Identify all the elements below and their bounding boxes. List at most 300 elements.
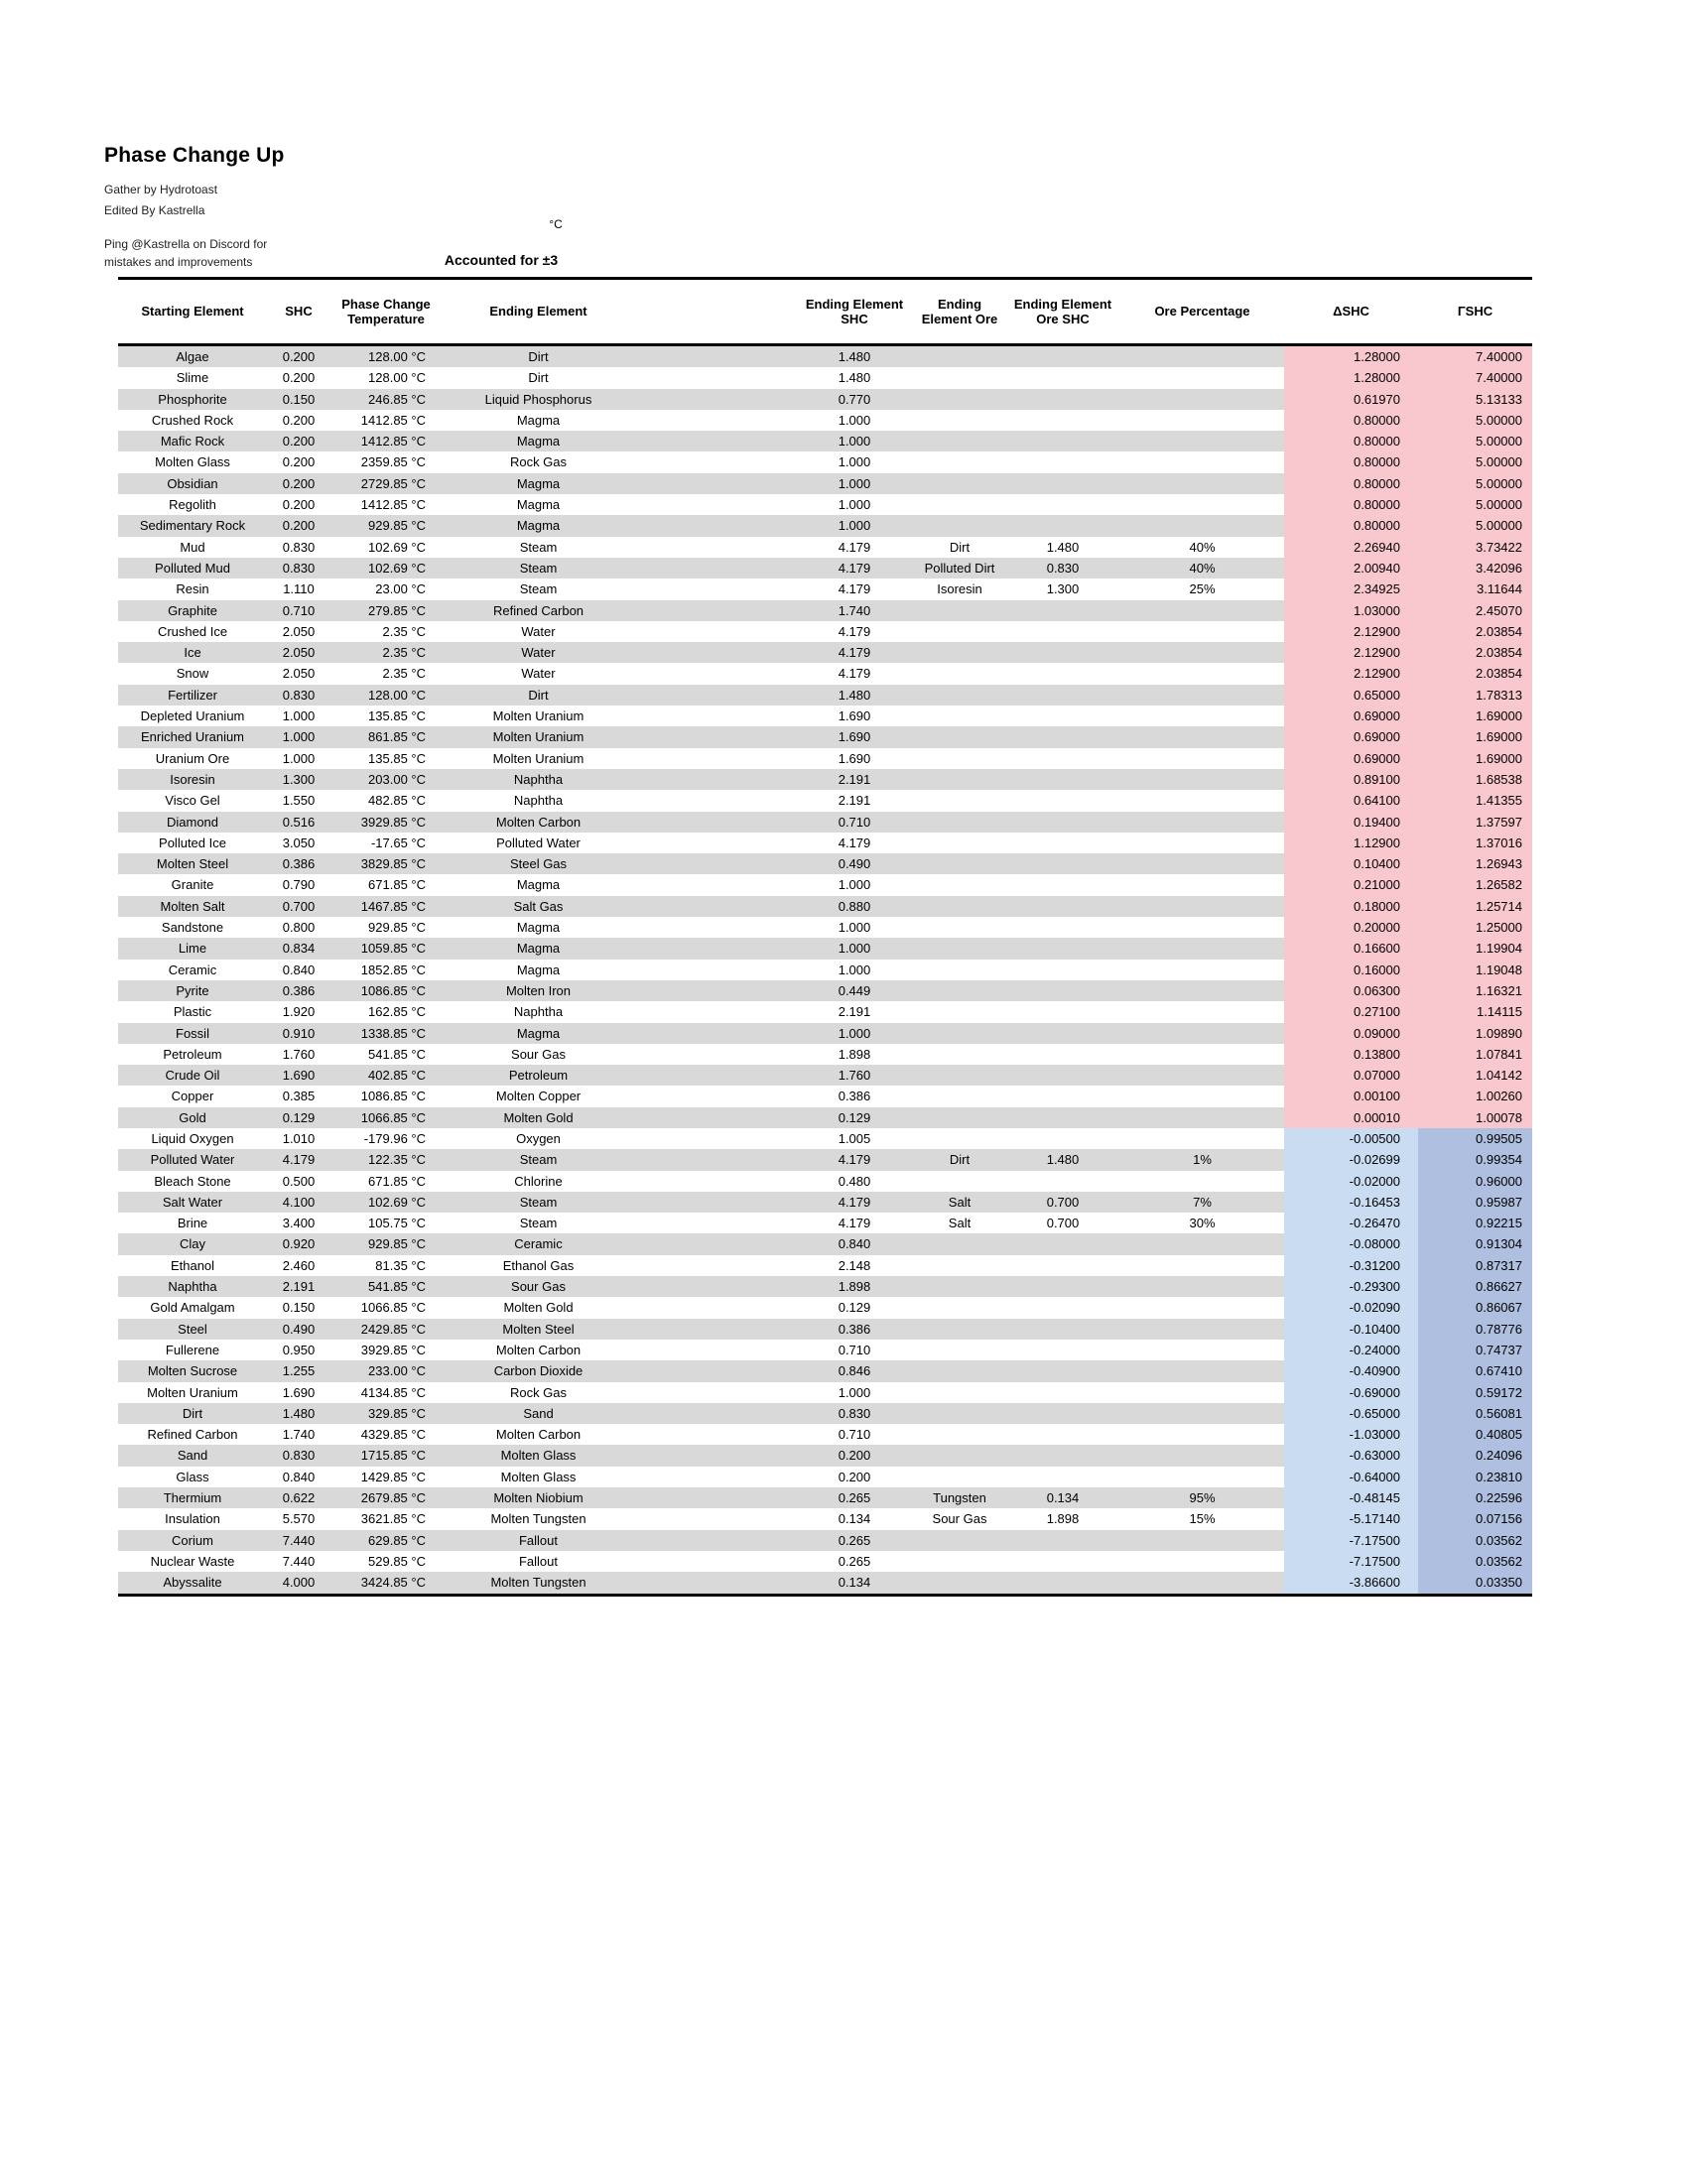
cell-phase-change-temperature: 162.85 °C	[368, 1004, 426, 1020]
table-row	[118, 1467, 1532, 1487]
cell-gamma-shc: 0.78776	[1418, 1319, 1532, 1340]
cell-ending-element-shc: 1.000	[838, 877, 871, 893]
cell-gamma-shc: 1.78313	[1418, 685, 1532, 706]
cell-starting-element: Naphtha	[168, 1279, 217, 1295]
cell-ore-percentage	[1120, 451, 1284, 472]
cell-ending-element: Molten Niobium	[493, 1490, 584, 1506]
cell-shc: 1.300	[282, 771, 316, 787]
cell-ending-element: Salt Gas	[513, 898, 564, 914]
cell-gamma-shc: 1.26582	[1418, 874, 1532, 895]
cell-phase-change-temperature: 1412.85 °C	[360, 497, 426, 513]
cell-ending-element-ore	[914, 685, 1005, 706]
cell-gamma-shc: 0.95987	[1418, 1192, 1532, 1213]
cell-starting-element: Phosphorite	[158, 391, 227, 407]
cell-shc: 0.840	[282, 962, 316, 977]
cell-ending-element-ore: Dirt	[949, 1152, 971, 1168]
cell-ending-element: Petroleum	[508, 1068, 569, 1084]
cell-delta-shc: -0.63000	[1284, 1445, 1418, 1466]
cell-ending-element: Molten Gold	[503, 1109, 574, 1125]
cell-phase-change-temperature: 1852.85 °C	[360, 962, 426, 977]
cell-starting-element: Regolith	[169, 497, 216, 513]
cell-ending-element-ore-shc	[1005, 917, 1120, 938]
cell-ending-element-ore-shc: 1.898	[1046, 1511, 1080, 1527]
cell-ending-element-ore-shc	[1005, 1297, 1120, 1318]
cell-starting-element: Fertilizer	[168, 687, 217, 703]
cell-shc: 0.910	[282, 1025, 316, 1041]
spacer-cell	[635, 853, 795, 874]
cell-ending-element-ore	[914, 1128, 1005, 1149]
cell-ore-percentage	[1120, 1551, 1284, 1572]
cell-ending-element-shc: 0.490	[838, 856, 871, 872]
cell-ore-percentage	[1120, 726, 1284, 747]
cell-starting-element: Brine	[177, 1216, 208, 1231]
cell-phase-change-temperature: -179.96 °C	[363, 1130, 426, 1146]
cell-ending-element: Liquid Phosphorus	[484, 391, 592, 407]
cell-starting-element: Gold Amalgam	[150, 1300, 235, 1316]
cell-ore-percentage	[1120, 833, 1284, 853]
cell-ending-element-ore	[914, 1530, 1005, 1551]
cell-delta-shc: 0.00100	[1284, 1086, 1418, 1106]
spacer-cell	[635, 515, 795, 536]
cell-ending-element-ore	[914, 515, 1005, 536]
cell-ending-element-shc: 1.690	[838, 708, 871, 724]
cell-ending-element-ore-shc	[1005, 1319, 1120, 1340]
cell-ending-element-shc: 0.449	[838, 982, 871, 998]
spacer-cell	[635, 537, 795, 558]
cell-ending-element-shc: 0.200	[838, 1469, 871, 1484]
cell-phase-change-temperature: 3424.85 °C	[360, 1575, 426, 1591]
cell-ore-percentage	[1120, 1128, 1284, 1149]
cell-ending-element-ore	[914, 1403, 1005, 1424]
cell-ending-element: Sour Gas	[511, 1279, 566, 1295]
cell-ending-element: Molten Carbon	[495, 1427, 582, 1443]
cell-ending-element-shc: 1.690	[838, 750, 871, 766]
cell-gamma-shc: 1.68538	[1418, 769, 1532, 790]
spacer-cell	[635, 1192, 795, 1213]
table-row	[118, 1149, 1532, 1170]
table-row	[118, 1340, 1532, 1360]
cell-phase-change-temperature: 1059.85 °C	[360, 941, 426, 957]
cell-shc: 1.550	[282, 793, 316, 809]
table-row	[118, 473, 1532, 494]
spacer-cell	[635, 1065, 795, 1086]
cell-ending-element-ore-shc	[1005, 706, 1120, 726]
table-row	[118, 1382, 1532, 1403]
cell-ending-element-ore	[914, 726, 1005, 747]
cell-gamma-shc: 1.37597	[1418, 812, 1532, 833]
cell-delta-shc: -0.31200	[1284, 1255, 1418, 1276]
cell-ending-element-ore	[914, 748, 1005, 769]
cell-shc: 0.200	[282, 497, 316, 513]
cell-ending-element: Dirt	[528, 687, 549, 703]
cell-ending-element-shc: 1.690	[838, 729, 871, 745]
spacer-cell	[635, 1149, 795, 1170]
table-row	[118, 1487, 1532, 1508]
cell-ending-element: Molten Carbon	[495, 814, 582, 830]
cell-delta-shc: -0.29300	[1284, 1276, 1418, 1297]
cell-phase-change-temperature: 1467.85 °C	[360, 898, 426, 914]
cell-ending-element-shc: 1.000	[838, 518, 871, 534]
cell-shc: 0.830	[282, 560, 316, 576]
cell-shc: 4.179	[282, 1152, 316, 1168]
spacer-cell	[635, 917, 795, 938]
cell-ending-element-ore-shc	[1005, 748, 1120, 769]
cell-phase-change-temperature: 81.35 °C	[375, 1257, 426, 1273]
cell-ending-element-shc: 0.265	[838, 1490, 871, 1506]
cell-ore-percentage: 40%	[1189, 560, 1216, 576]
cell-shc: 0.830	[282, 1448, 316, 1464]
cell-delta-shc: -1.03000	[1284, 1424, 1418, 1445]
cell-ending-element-shc: 2.148	[838, 1257, 871, 1273]
cell-starting-element: Visco Gel	[165, 793, 220, 809]
cell-gamma-shc: 1.00260	[1418, 1086, 1532, 1106]
cell-ore-percentage	[1120, 1001, 1284, 1022]
table-row	[118, 874, 1532, 895]
spacer-cell	[635, 621, 795, 642]
cell-phase-change-temperature: 541.85 °C	[368, 1279, 426, 1295]
table-row	[118, 1360, 1532, 1381]
cell-ending-element-ore: Sour Gas	[932, 1511, 987, 1527]
cell-phase-change-temperature: 929.85 °C	[368, 920, 426, 936]
cell-starting-element: Sedimentary Rock	[139, 518, 246, 534]
cell-ending-element-ore	[914, 1276, 1005, 1297]
cell-shc: 1.480	[282, 1405, 316, 1421]
spacer-cell	[635, 578, 795, 599]
cell-ending-element: Magma	[516, 941, 561, 957]
accounted-note: Accounted for ±3	[444, 252, 559, 268]
spacer-cell	[635, 706, 795, 726]
cell-starting-element: Resin	[176, 581, 209, 597]
cell-delta-shc: 2.00940	[1284, 558, 1418, 578]
cell-ending-element-ore-shc	[1005, 451, 1120, 472]
cell-starting-element: Liquid Oxygen	[151, 1130, 234, 1146]
cell-ending-element: Water	[521, 645, 556, 661]
cell-ending-element-ore-shc	[1005, 812, 1120, 833]
cell-ending-element-shc: 1.000	[838, 497, 871, 513]
spacer-cell	[635, 1382, 795, 1403]
cell-ending-element-shc: 1.000	[838, 1384, 871, 1400]
cell-ending-element-ore-shc	[1005, 1065, 1120, 1086]
cell-phase-change-temperature: 3929.85 °C	[360, 814, 426, 830]
cell-ore-percentage	[1120, 685, 1284, 706]
cell-ore-percentage	[1120, 1171, 1284, 1192]
cell-gamma-shc: 0.91304	[1418, 1233, 1532, 1254]
cell-ending-element-ore-shc	[1005, 1382, 1120, 1403]
cell-gamma-shc: 7.40000	[1418, 345, 1532, 368]
cell-ending-element-shc: 0.710	[838, 1342, 871, 1357]
spacer-cell	[635, 1508, 795, 1529]
cell-ending-element: Molten Copper	[495, 1089, 582, 1104]
cell-delta-shc: -0.00500	[1284, 1128, 1418, 1149]
cell-gamma-shc: 0.87317	[1418, 1255, 1532, 1276]
cell-ending-element: Water	[521, 623, 556, 639]
cell-gamma-shc: 7.40000	[1418, 367, 1532, 388]
cell-ending-element: Magma	[516, 497, 561, 513]
cell-shc: 1.010	[282, 1130, 316, 1146]
cell-phase-change-temperature: 1412.85 °C	[360, 412, 426, 428]
cell-ending-element: Chlorine	[514, 1173, 563, 1189]
spacer-cell	[635, 1171, 795, 1192]
cell-ending-element: Molten Uranium	[492, 750, 584, 766]
cell-starting-element: Thermium	[163, 1490, 222, 1506]
cell-delta-shc: 0.80000	[1284, 431, 1418, 451]
cell-ore-percentage	[1120, 1572, 1284, 1595]
table-row	[118, 431, 1532, 451]
cell-ore-percentage	[1120, 1065, 1284, 1086]
cell-ending-element-shc: 4.179	[838, 645, 871, 661]
cell-delta-shc: 0.61970	[1284, 389, 1418, 410]
cell-ending-element-ore-shc	[1005, 345, 1120, 368]
cell-starting-element: Refined Carbon	[147, 1427, 238, 1443]
cell-ending-element-ore	[914, 642, 1005, 663]
cell-ending-element-ore	[914, 1551, 1005, 1572]
cell-phase-change-temperature: 279.85 °C	[368, 602, 426, 618]
cell-starting-element: Bleach Stone	[154, 1173, 231, 1189]
spacer-cell	[635, 1467, 795, 1487]
cell-shc: 0.710	[282, 602, 316, 618]
cell-ending-element-shc: 4.179	[838, 1152, 871, 1168]
credit-gather: Gather by Hydrotoast	[104, 183, 218, 196]
cell-ending-element-shc: 4.179	[838, 560, 871, 576]
cell-starting-element: Molten Sucrose	[147, 1363, 238, 1379]
cell-gamma-shc: 0.40805	[1418, 1424, 1532, 1445]
table-row	[118, 1445, 1532, 1466]
table-row	[118, 1192, 1532, 1213]
cell-ending-element-shc: 4.179	[838, 623, 871, 639]
cell-ore-percentage	[1120, 1107, 1284, 1128]
cell-phase-change-temperature: 929.85 °C	[368, 1236, 426, 1252]
table-row	[118, 389, 1532, 410]
table-row	[118, 1276, 1532, 1297]
cell-ore-percentage	[1120, 790, 1284, 811]
cell-ending-element-ore	[914, 1297, 1005, 1318]
cell-gamma-shc: 3.42096	[1418, 558, 1532, 578]
cell-gamma-shc: 1.00078	[1418, 1107, 1532, 1128]
cell-shc: 2.050	[282, 623, 316, 639]
cell-gamma-shc: 0.22596	[1418, 1487, 1532, 1508]
cell-ending-element-ore-shc	[1005, 874, 1120, 895]
cell-shc: 0.700	[282, 898, 316, 914]
cell-ending-element: Steam	[519, 560, 558, 576]
cell-phase-change-temperature: 1066.85 °C	[360, 1109, 426, 1125]
table-row	[118, 1319, 1532, 1340]
cell-starting-element: Isoresin	[170, 771, 215, 787]
cell-ending-element-ore	[914, 917, 1005, 938]
cell-ending-element: Steam	[519, 539, 558, 555]
cell-ending-element: Molten Steel	[502, 1321, 575, 1337]
cell-ore-percentage	[1120, 621, 1284, 642]
cell-gamma-shc: 3.11644	[1418, 578, 1532, 599]
cell-ending-element-shc: 1.000	[838, 475, 871, 491]
cell-ending-element-shc: 1.000	[838, 920, 871, 936]
cell-shc: 1.000	[282, 750, 316, 766]
cell-shc: 7.440	[282, 1532, 316, 1548]
cell-starting-element: Molten Salt	[160, 898, 225, 914]
cell-gamma-shc: 2.03854	[1418, 621, 1532, 642]
spacer-cell	[635, 1233, 795, 1254]
cell-shc: 0.150	[282, 1300, 316, 1316]
table-row	[118, 748, 1532, 769]
cell-ore-percentage: 30%	[1189, 1216, 1216, 1231]
cell-phase-change-temperature: 233.00 °C	[368, 1363, 426, 1379]
column-header-starting-element: Starting Element	[118, 279, 267, 345]
cell-phase-change-temperature: 482.85 °C	[368, 793, 426, 809]
cell-ending-element-shc: 0.134	[838, 1575, 871, 1591]
cell-shc: 0.920	[282, 1236, 316, 1252]
cell-shc: 0.386	[282, 856, 316, 872]
cell-phase-change-temperature: 3621.85 °C	[360, 1511, 426, 1527]
cell-phase-change-temperature: 1715.85 °C	[360, 1448, 426, 1464]
cell-delta-shc: 0.09000	[1284, 1023, 1418, 1044]
cell-shc: 0.840	[282, 1469, 316, 1484]
cell-gamma-shc: 5.00000	[1418, 494, 1532, 515]
spacer-cell	[635, 1213, 795, 1233]
table-row	[118, 1233, 1532, 1254]
cell-shc: 0.950	[282, 1342, 316, 1357]
cell-ending-element-ore-shc	[1005, 980, 1120, 1001]
cell-starting-element: Polluted Ice	[159, 835, 226, 850]
cell-shc: 0.200	[282, 454, 316, 470]
cell-gamma-shc: 1.25714	[1418, 896, 1532, 917]
cell-ending-element-ore-shc	[1005, 1445, 1120, 1466]
cell-delta-shc: 0.13800	[1284, 1044, 1418, 1065]
spacer-cell	[635, 558, 795, 578]
table-row	[118, 938, 1532, 959]
cell-delta-shc: -0.26470	[1284, 1213, 1418, 1233]
spacer-cell	[635, 1044, 795, 1065]
spacer-cell	[635, 1086, 795, 1106]
spacer-cell	[635, 1360, 795, 1381]
cell-ending-element-shc: 4.179	[838, 1216, 871, 1231]
cell-ending-element: Magma	[516, 1025, 561, 1041]
cell-delta-shc: 0.07000	[1284, 1065, 1418, 1086]
spacer-cell	[635, 726, 795, 747]
table-row	[118, 960, 1532, 980]
discord-note-line1: Ping @Kastrella on Discord for	[104, 237, 268, 251]
cell-ending-element-ore-shc	[1005, 1001, 1120, 1022]
table-row	[118, 685, 1532, 706]
cell-ore-percentage	[1120, 473, 1284, 494]
cell-shc: 0.834	[282, 941, 316, 957]
cell-ending-element-ore-shc: 0.134	[1046, 1490, 1080, 1506]
spacer-cell	[635, 1107, 795, 1128]
cell-ending-element: Dirt	[528, 349, 549, 364]
cell-starting-element: Abyssalite	[163, 1575, 222, 1591]
cell-gamma-shc: 0.59172	[1418, 1382, 1532, 1403]
cell-ore-percentage	[1120, 389, 1284, 410]
table-row	[118, 345, 1532, 368]
cell-gamma-shc: 5.00000	[1418, 451, 1532, 472]
cell-phase-change-temperature: 329.85 °C	[368, 1405, 426, 1421]
cell-ending-element-shc: 0.129	[838, 1109, 871, 1125]
cell-ending-element-ore	[914, 389, 1005, 410]
spacer-cell	[635, 1403, 795, 1424]
spacer-cell	[635, 345, 795, 368]
table-row	[118, 1107, 1532, 1128]
table-row	[118, 896, 1532, 917]
cell-ending-element: Rock Gas	[509, 1384, 568, 1400]
cell-ending-element: Steam	[519, 1216, 558, 1231]
spacer-cell	[635, 410, 795, 431]
cell-ending-element-shc: 0.770	[838, 391, 871, 407]
cell-gamma-shc: 0.03562	[1418, 1551, 1532, 1572]
cell-ending-element-ore	[914, 600, 1005, 621]
cell-shc: 0.129	[282, 1109, 316, 1125]
credit-edited: Edited By Kastrella	[104, 203, 205, 217]
cell-ending-element-shc: 1.005	[838, 1130, 871, 1146]
spacer-cell	[635, 833, 795, 853]
table-row	[118, 494, 1532, 515]
cell-ending-element-ore: Tungsten	[933, 1490, 986, 1506]
table-row	[118, 790, 1532, 811]
cell-delta-shc: 0.64100	[1284, 790, 1418, 811]
cell-ending-element-ore	[914, 1319, 1005, 1340]
cell-ending-element-ore-shc	[1005, 621, 1120, 642]
cell-ending-element: Polluted Water	[496, 835, 581, 850]
cell-delta-shc: 0.06300	[1284, 980, 1418, 1001]
cell-gamma-shc: 1.69000	[1418, 748, 1532, 769]
cell-ending-element-ore	[914, 1340, 1005, 1360]
cell-phase-change-temperature: 2729.85 °C	[360, 475, 426, 491]
spacer-cell	[635, 685, 795, 706]
cell-ending-element-ore	[914, 1171, 1005, 1192]
cell-delta-shc: -0.16453	[1284, 1192, 1418, 1213]
cell-ending-element-ore-shc	[1005, 1128, 1120, 1149]
cell-ending-element: Fallout	[518, 1532, 559, 1548]
column-header-phase-change-temperature: Phase Change Temperature	[330, 279, 442, 345]
table-row	[118, 642, 1532, 663]
cell-ending-element: Molten Glass	[500, 1448, 577, 1464]
spacer-cell	[635, 748, 795, 769]
cell-phase-change-temperature: 671.85 °C	[368, 877, 426, 893]
cell-delta-shc: 2.34925	[1284, 578, 1418, 599]
cell-ending-element-ore-shc	[1005, 790, 1120, 811]
cell-delta-shc: -0.65000	[1284, 1403, 1418, 1424]
cell-starting-element: Polluted Mud	[155, 560, 230, 576]
cell-phase-change-temperature: 203.00 °C	[368, 771, 426, 787]
table-row	[118, 558, 1532, 578]
table-row	[118, 1297, 1532, 1318]
cell-delta-shc: -3.86600	[1284, 1572, 1418, 1595]
spacer-cell	[635, 1572, 795, 1595]
cell-delta-shc: -7.17500	[1284, 1530, 1418, 1551]
spacer-cell	[635, 1255, 795, 1276]
cell-ending-element-ore-shc	[1005, 1424, 1120, 1445]
table-row	[118, 1424, 1532, 1445]
cell-ending-element-ore	[914, 1445, 1005, 1466]
cell-ending-element: Fallout	[518, 1553, 559, 1569]
cell-shc: 0.830	[282, 539, 316, 555]
cell-ending-element-ore-shc	[1005, 1551, 1120, 1572]
cell-starting-element: Mafic Rock	[160, 434, 225, 450]
cell-ending-element-shc: 0.710	[838, 814, 871, 830]
cell-ending-element-ore-shc	[1005, 938, 1120, 959]
cell-ending-element-ore	[914, 1255, 1005, 1276]
column-header-ending-element-shc: Ending Element SHC	[795, 279, 914, 345]
cell-ending-element-ore: Isoresin	[937, 581, 982, 597]
cell-ending-element: Magma	[516, 518, 561, 534]
cell-ending-element-ore	[914, 896, 1005, 917]
cell-ending-element-ore-shc	[1005, 1530, 1120, 1551]
cell-ending-element-ore-shc: 1.480	[1046, 539, 1080, 555]
cell-shc: 0.385	[282, 1089, 316, 1104]
cell-ending-element-ore-shc	[1005, 494, 1120, 515]
cell-gamma-shc: 0.03350	[1418, 1572, 1532, 1595]
cell-gamma-shc: 1.37016	[1418, 833, 1532, 853]
table-row	[118, 1213, 1532, 1233]
cell-ending-element-ore	[914, 1107, 1005, 1128]
cell-gamma-shc: 0.23810	[1418, 1467, 1532, 1487]
